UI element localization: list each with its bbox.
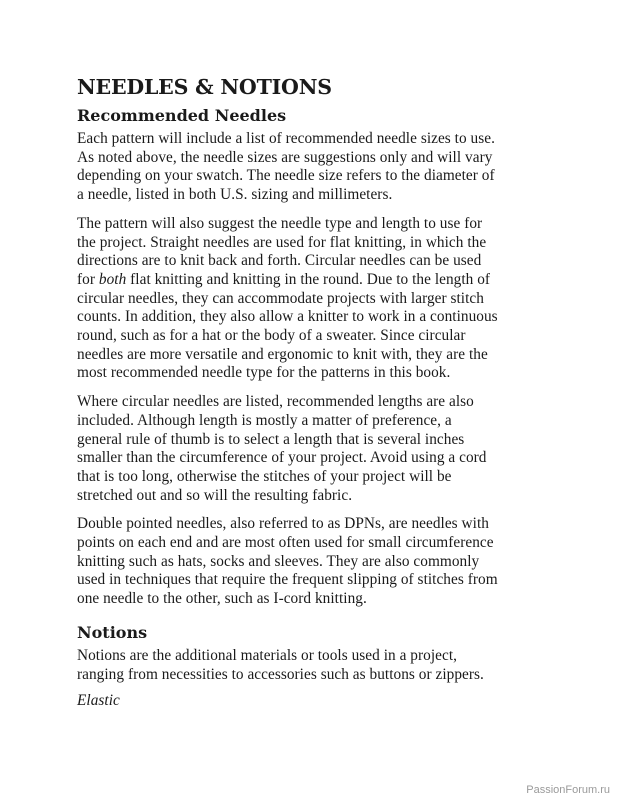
- paragraph: [77, 647, 549, 684]
- section-heading-recommended-needles: Recommended Needles: [77, 106, 287, 125]
- paragraph: [77, 393, 549, 505]
- text-line: directions are to knit back and forth. Circular needles can be used: [77, 252, 482, 270]
- text-line: that is too long, otherwise the stitches of your project will be: [77, 467, 452, 485]
- text-line: smaller than the circumference of your project. Avoid using a cord: [77, 449, 487, 467]
- text-line: points on each end and are most often used for small circumference: [77, 534, 494, 552]
- text-line: As noted above, the needle sizes are suggestions only and will vary: [77, 148, 493, 166]
- text-line: depending on your swatch. The needle size refers to the diameter of: [77, 167, 495, 185]
- paragraph: [77, 130, 549, 205]
- text-line: one needle to the other, such as I-cord knitting.: [77, 590, 367, 608]
- text-line: most recommended needle type for the patterns in this book.: [77, 364, 451, 382]
- text-line: Double pointed needles, also referred to as DPNs, are needles with: [77, 515, 489, 533]
- watermark: PassionForum.ru: [526, 784, 610, 796]
- paragraph: [77, 515, 549, 609]
- emphasis-both: both: [98, 270, 127, 288]
- text-line: round, such as for a hat or the body of a sweater. Since circular: [77, 327, 466, 345]
- text-line: Notions are the additional materials or tools used in a project,: [77, 646, 457, 664]
- text-line: general rule of thumb is to select a length that is several inches: [77, 430, 465, 448]
- inline-prefix: for: [77, 270, 99, 288]
- text-line: the project. Straight needles are used for flat knitting, in which the: [77, 233, 487, 251]
- page-title: NEEDLES & NOTIONS: [77, 75, 332, 99]
- text-line: a needle, listed in both U.S. sizing and millimeters.: [77, 186, 393, 204]
- text-line: Each pattern will include a list of recommended needle sizes to use.: [77, 130, 495, 147]
- notion-item-elastic: Elastic: [77, 692, 120, 710]
- text-line: [77, 271, 549, 290]
- paragraph: [77, 215, 549, 383]
- page-content: [77, 72, 549, 721]
- text-line: included. Although length is mostly a matter of preference, a: [77, 411, 452, 429]
- text-line: used in techniques that require the frequent slipping of stitches from: [77, 571, 498, 589]
- text-line: stretched out and so will the resulting fabric.: [77, 486, 353, 504]
- text-line: counts. In addition, they also allow a knitter to work in a continuous: [77, 308, 498, 326]
- text-line: needles are more versatile and ergonomic to knit with, they are the: [77, 345, 488, 363]
- text-line: Where circular needles are listed, recommended lengths are also: [77, 393, 474, 411]
- text-line: knitting such as hats, socks and sleeves. They are also commonly: [77, 552, 480, 570]
- section-heading-notions: Notions: [77, 622, 148, 642]
- inline-rest: flat knitting and knitting in the round. Due to the length of: [130, 270, 491, 288]
- text-line: ranging from necessities to accessories such as buttons or zippers.: [77, 665, 484, 683]
- text-line: The pattern will also suggest the needle type and length to use for: [77, 214, 483, 232]
- text-line: circular needles, they can accommodate projects with larger stitch: [77, 289, 484, 307]
